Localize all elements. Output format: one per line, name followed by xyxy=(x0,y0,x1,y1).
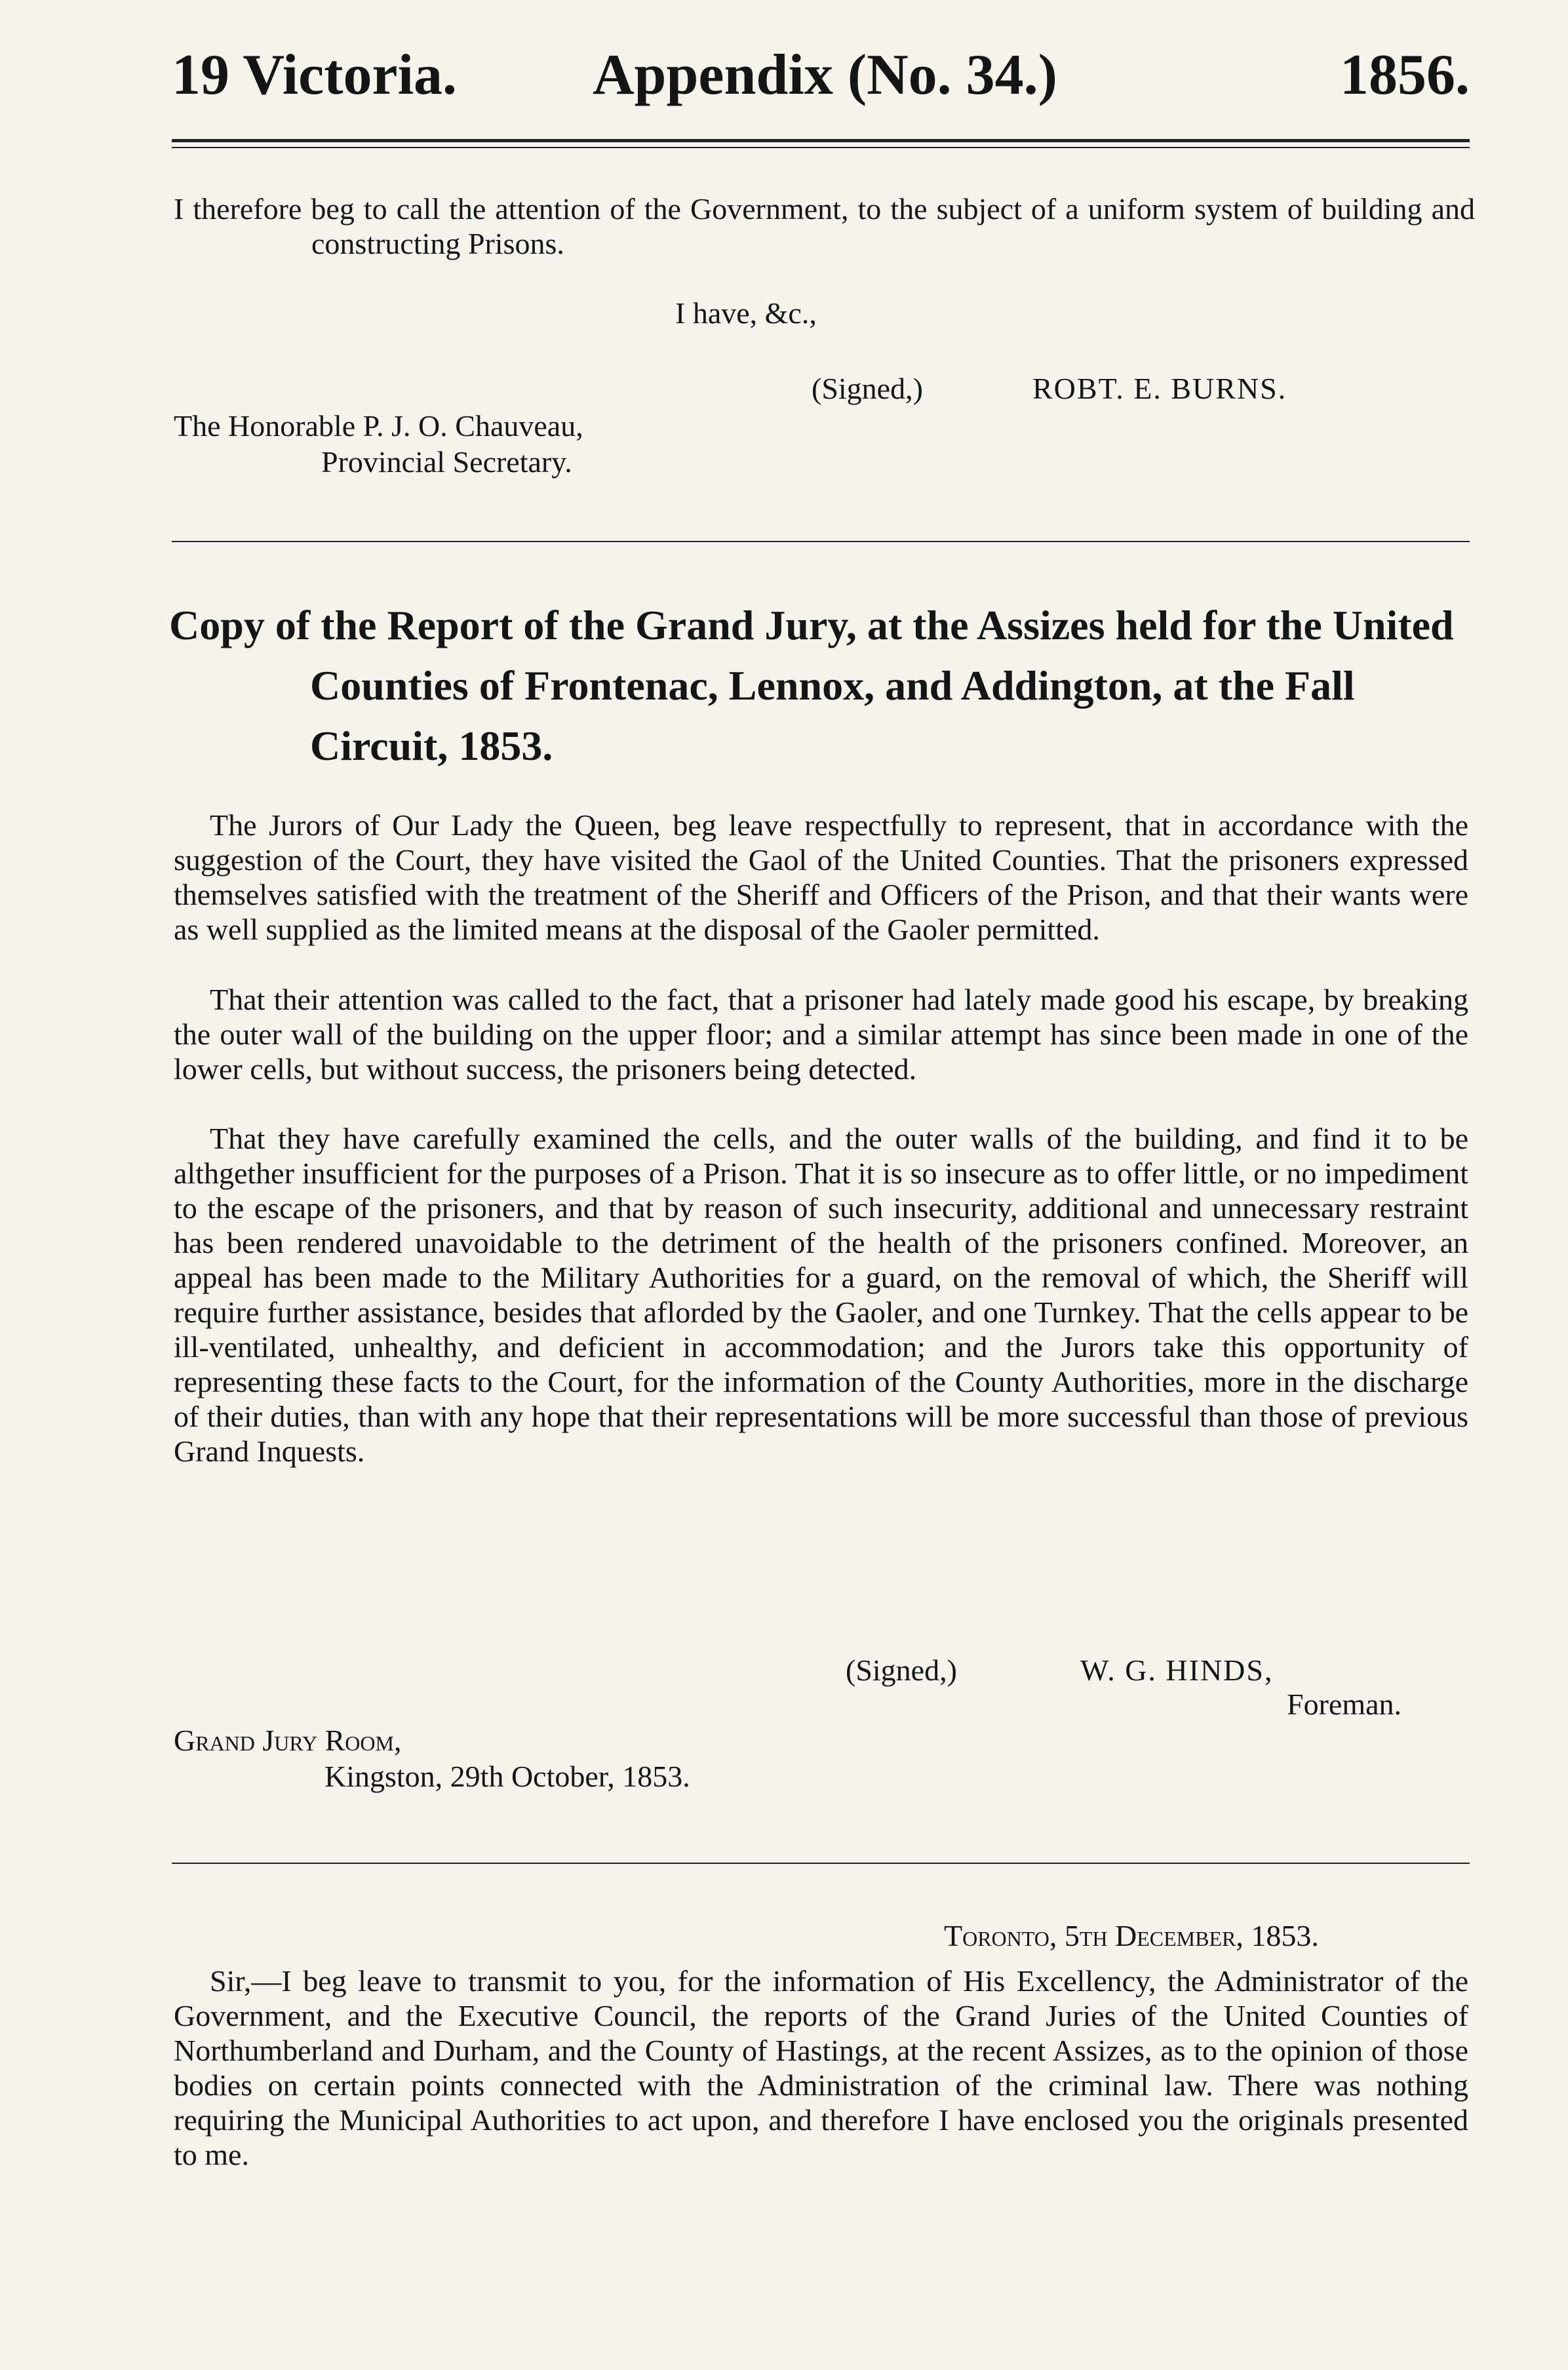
report-place-date: Kingston, 29th October, 1853. xyxy=(324,1760,690,1793)
report-place: Grand Jury Room, xyxy=(174,1724,402,1757)
header-year: 1856. xyxy=(1340,43,1470,107)
section-divider-2 xyxy=(172,1863,1470,1864)
report-paragraph-3: That they have carefully examined the cells, and the outer walls of the building, and find it to be althgether insufficient for the purposes of a Prison. That it is so insecure as to offer little, or no impediment to the escape of the prisoners, and that by reason of such insecurity, additional and unnecessary restraint has been rendered unavoidable to the detriment of the health of the prisoners confined. Moreover, an appeal has been made to the Military Authorities for a guard, on the removal of which, the Sheriff will require further assistance, besides that aflorded by the Gaoler, and one Turnkey. That the cells appear to be ill-ventilated, unhealthy, and deficient in accommodation; and the Jurors take this opportunity of representing these facts to the Court, for the information of the County Authorities, more in the discharge of their duties, than with any hope that their representations will be more successful than those of previous Grand Inquests. xyxy=(174,1122,1468,1468)
letter1-closing: I have, &c., xyxy=(675,296,817,330)
report-title: Copy of the Report of the Grand Jury, at the Assizes held for the United Counties of Frontenac, Lennox, and Addington, at the Fall Circuit, 1853. xyxy=(169,602,1454,769)
report-signer-title: Foreman. xyxy=(1287,1688,1402,1721)
letter1-body: I therefore beg to call the attention of the Government, to the subject of a uniform system of building and constructing Prisons. xyxy=(174,192,1475,260)
letter1-addressee-title: Provincial Secretary. xyxy=(321,445,572,479)
header-rule-thick xyxy=(172,139,1470,142)
report-signed-label: (Signed,) xyxy=(846,1653,957,1687)
letter1-signed-label: (Signed,) xyxy=(812,372,923,405)
letter2-body: Sir,—I beg leave to transmit to you, for the information of His Excellency, the Administrator of the Government, and the Executive Council, the reports of the Grand Juries of the United Counties of Northumberland and Durham, and the County of Hastings, at the recent Assizes, as to the opinion of those bodies on certain points connected with the Administration of the criminal law. There was nothing requiring the Municipal Authorities to act upon, and therefore I have enclosed you the originals presented to me. xyxy=(174,1964,1468,2171)
header-rule-thin xyxy=(172,147,1470,148)
report-paragraph-1: The Jurors of Our Lady the Queen, beg leave respectfully to represent, that in accordance with the suggestion of the Court, they have visited the Gaol of the United Counties. That the prisoners expressed themselves satisfied with the treatment of the Sheriff and Officers of the Prison, and that their wants were as well supplied as the limited means at the disposal of the Gaoler permitted. xyxy=(174,808,1468,946)
letter1-signer: ROBT. E. BURNS. xyxy=(1032,372,1287,405)
header-appendix: Appendix (No. 34.) xyxy=(593,43,1057,107)
report-signer: W. G. HINDS, xyxy=(1080,1653,1274,1687)
letter2-dateline: Toronto, 5th December, 1853. xyxy=(944,1919,1319,1952)
letter1-addressee: The Honorable P. J. O. Chauveau, xyxy=(174,409,583,443)
report-paragraph-2: That their attention was called to the fact, that a prisoner had lately made good his escape, by breaking the outer wall of the building on the upper floor; and a similar attempt has since been made in one of the lower cells, but without success, the prisoners being detected. xyxy=(174,983,1468,1086)
page-header xyxy=(172,36,1470,115)
header-session: 19 Victoria. xyxy=(172,43,458,107)
section-divider-1 xyxy=(172,541,1470,542)
